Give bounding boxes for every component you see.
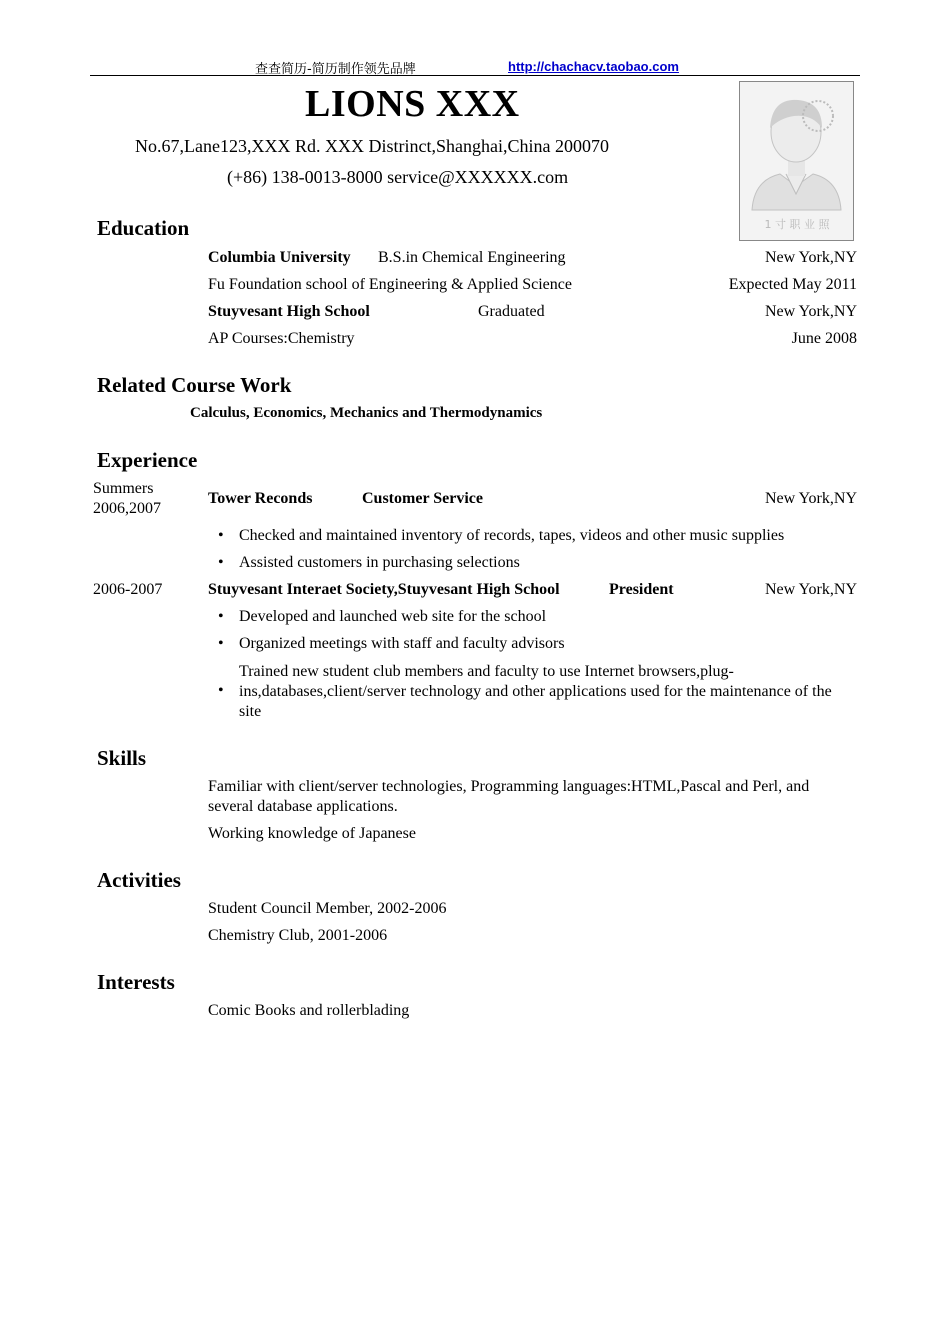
bullet-icon: • [218, 608, 224, 625]
list-item: • Developed and launched web site for the school [218, 608, 547, 625]
job-role: President [609, 581, 674, 598]
person-silhouette-icon [740, 82, 853, 240]
bullet-icon: • [218, 554, 224, 571]
list-item: • Checked and maintained inventory of records, tapes, videos and other music supplies [218, 527, 785, 544]
job-organization: Stuyvesant Interaet Society,Stuyvesant High School [208, 581, 560, 598]
skill-item: Familiar with client/server technologies, Programming languages:HTML,Pascal and Perl, and several database applications. [208, 778, 810, 815]
portrait-photo [739, 81, 854, 241]
photo-caption: 1 寸 职 业 照 [764, 218, 830, 231]
bullet-icon: • [218, 635, 224, 652]
list-item: • Organized meetings with staff and faculty advisors [218, 635, 565, 652]
section-title-education: Education [97, 216, 190, 240]
graduation-date: Expected May 2011 [728, 276, 857, 293]
activity-item: Student Council Member, 2002-2006 [208, 900, 447, 917]
section-title-skills: Skills [97, 746, 147, 770]
resume-name: LIONS XXX [305, 83, 520, 125]
school-status: Graduated [478, 303, 545, 320]
school-name: Stuyvesant High School [208, 303, 370, 320]
address: No.67,Lane123,XXX Rd. XXX Distrinct,Shanghai,China 200070 [135, 136, 609, 156]
school-name: Columbia University [208, 249, 351, 266]
degree: B.S.in Chemical Engineering [378, 249, 566, 266]
section-title-interests: Interests [97, 970, 175, 994]
list-item: • Assisted customers in purchasing selections [218, 554, 520, 571]
header-divider [90, 75, 860, 76]
section-title-activities: Activities [97, 868, 181, 892]
job-dates: 2006-2007 [93, 581, 163, 598]
graduation-date: June 2008 [791, 330, 857, 347]
activity-item: Chemistry Club, 2001-2006 [208, 927, 388, 944]
job-location: New York,NY [764, 581, 857, 598]
job-dates: 2006,2007 [93, 500, 161, 517]
coursework-list: Calculus, Economics, Mechanics and Thermodynamics [190, 405, 543, 421]
job-dates: Summers [93, 480, 154, 497]
job-organization: Tower Reconds [208, 490, 313, 507]
school-location: New York,NY [764, 303, 857, 320]
job-role: Customer Service [362, 490, 483, 507]
brand-link[interactable]: http://chachacv.taobao.com [508, 59, 679, 74]
section-title-experience: Experience [97, 448, 198, 472]
list-item: • Trained new student club members and faculty to use Internet browsers,plug-ins,databases,client/server technology and other applications used for the maintenance of the site [218, 663, 832, 720]
courses: AP Courses:Chemistry [208, 330, 355, 347]
brand-text: 查查简历-简历制作领先品牌 [255, 62, 416, 77]
skill-item: Working knowledge of Japanese [208, 825, 416, 842]
interest-item: Comic Books and rollerblading [208, 1002, 410, 1019]
bullet-icon: • [218, 682, 224, 699]
school-division: Fu Foundation school of Engineering & Applied Science [208, 276, 572, 293]
job-location: New York,NY [764, 490, 857, 507]
contact-info: (+86) 138-0013-8000 service@XXXXXX.com [227, 167, 569, 187]
school-location: New York,NY [764, 249, 857, 266]
bullet-icon: • [218, 527, 224, 544]
section-title-coursework: Related Course Work [97, 373, 292, 397]
